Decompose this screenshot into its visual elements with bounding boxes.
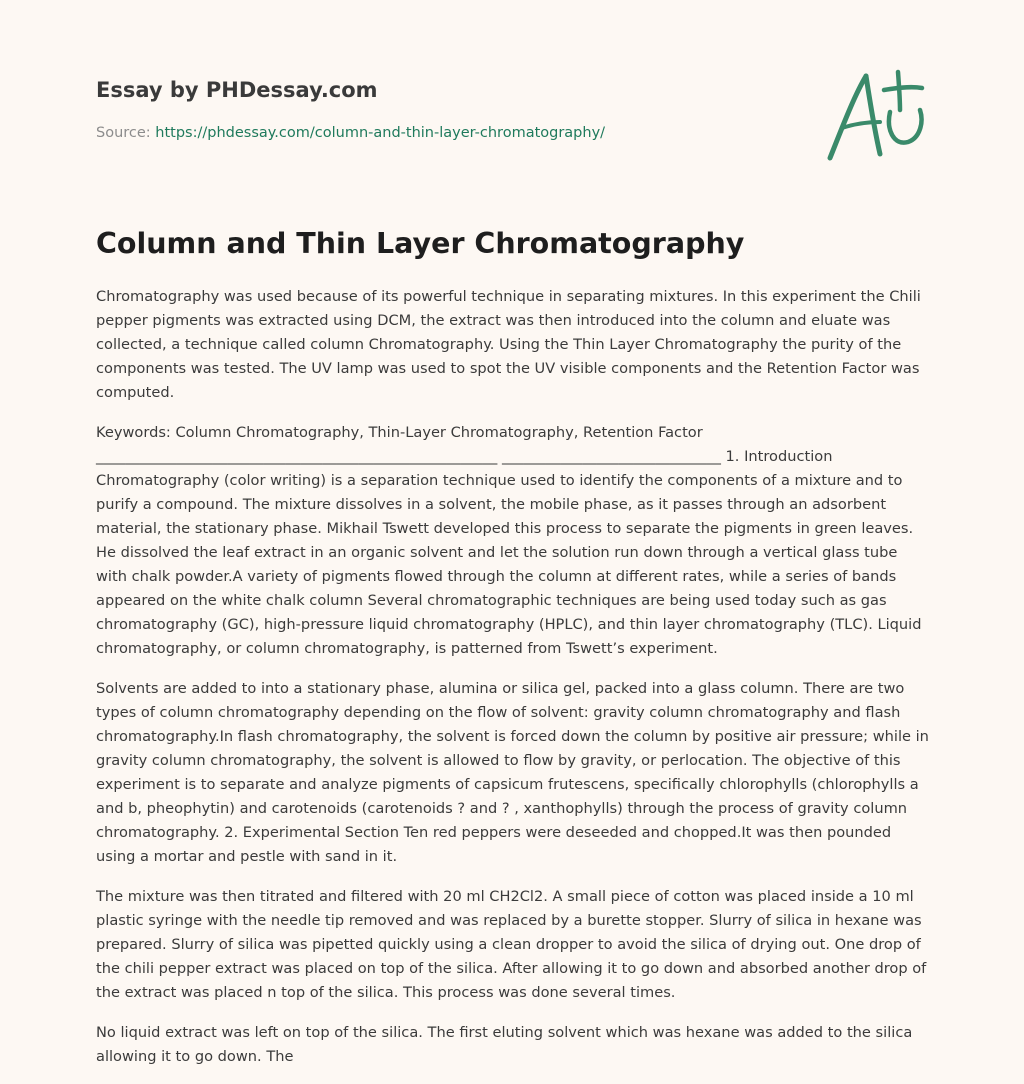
source-link[interactable]: https://phdessay.com/column-and-thin-layer-chromatography/ — [155, 125, 606, 141]
source-label: Source: — [96, 125, 156, 141]
essay-paragraph: Chromatography was used because of its powerful technique in separating mixtures. In this experiment the Chili pepper pigments was extracted using DCM, the extract was then introduced into the column and eluate was collected, a technique called column Chromatography. Using the Thin Layer Chromatography the purity of the components was tested. The UV lamp was used to spot the UV visible components and the Retention Factor was computed. — [96, 288, 921, 401]
essay-body — [96, 285, 932, 1069]
essay-paragraph: Keywords: Column Chromatography, Thin-Layer Chromatography, Retention Factor _______________________________________________________ ______________________________ 1. Introduction Chromatography (color writing) is a separation technique used to identify the components of a mixture and to purify a compound. The mixture dissolves in a solvent, the mobile phase, as it passes through an adsorbent material, the stationary phase. Mikhail Tswett developed this process to separate the pigments in green leaves. He dissolved the leaf extract in an organic solvent and let the solution run down through a vertical glass tube with chalk powder.A variety of pigments flowed through the column at different rates, while a series of bands appeared on the white chalk column Several chromatographic techniques are being used today such as gas chromatography (GC), high-pressure liquid chromatography (HPLC), and thin layer chromatography (TLC). Liquid chromatography, or column chromatography, is patterned from Tswett’s experiment. — [96, 424, 922, 657]
essay-paragraph: The mixture was then titrated and filtered with 20 ml CH2Cl2. A small piece of cotton was placed inside a 10 ml plastic syringe with the needle tip removed and was replaced by a burette stopper. Slurry of silica in hexane was prepared. Slurry of silica was pipetted quickly using a clean dropper to avoid the silica of drying out. One drop of the chili pepper extract was placed on top of the silica. After allowing it to go down and absorbed another drop of the extract was placed n top of the silica. This process was done several times. — [96, 888, 927, 1001]
site-brand: Essay by PHDessay.com — [96, 78, 378, 102]
source-line — [96, 123, 605, 143]
essay-paragraph: No liquid extract was left on top of the silica. The first eluting solvent which was hexane was added to the silica allowing it to go down. The — [96, 1024, 913, 1065]
essay-title: Column and Thin Layer Chromatography — [96, 227, 745, 260]
essay-header — [96, 75, 936, 141]
essay-paragraph: Solvents are added to into a stationary phase, alumina or silica gel, packed into a glass column. There are two types of column chromatography depending on the flow of solvent: gravity column chromatography and flash chromatography.In flash chromatography, the solvent is forced down the column by positive air pressure; while in gravity column chromatography, the solvent is allowed to flow by gravity, or perlocation. The objective of this experiment is to separate and analyze pigments of capsicum frutescens, specifically chlorophylls (chlorophylls a and b, pheophytin) and carotenoids (carotenoids ? and ? , xanthophylls) through the process of gravity column chromatography. 2. Experimental Section Ten red peppers were deseeded and chopped.It was then pounded using a mortar and pestle with sand in it. — [96, 680, 929, 865]
a-plus-logo-icon — [820, 66, 930, 166]
